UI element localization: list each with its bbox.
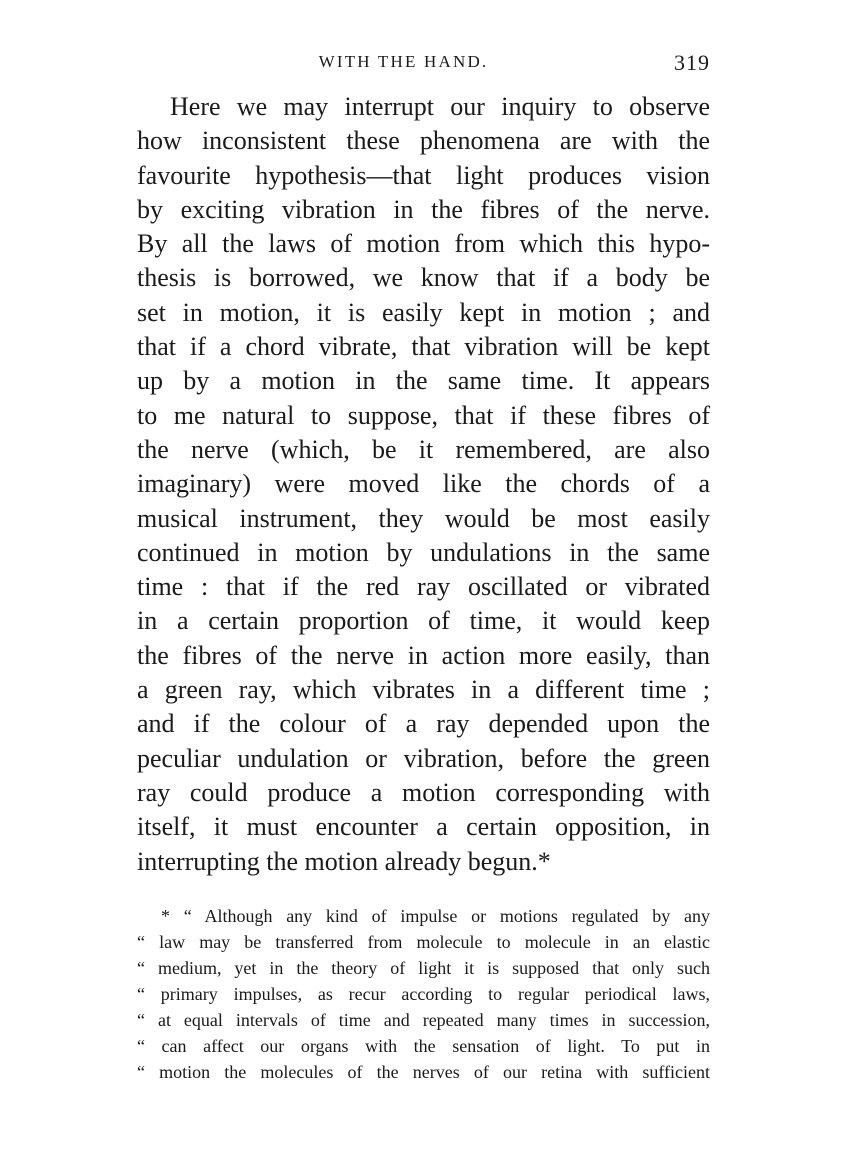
text-line: thesis is borrowed, we know that if a body be	[137, 263, 710, 293]
text-line: a green ray, which vibrates in a different time ;	[137, 675, 710, 705]
text-line: peculiar undulation or vibration, before the green	[137, 743, 710, 773]
footnote-line: “ at equal intervals of time and repeated many times in succession,	[137, 1010, 710, 1030]
body-paragraph	[137, 90, 710, 879]
text-line: the fibres of the nerve in action more easily, than	[137, 640, 710, 670]
text-line: by exciting vibration in the fibres of the nerve.	[137, 194, 710, 224]
footnote-line: “ medium, yet in the theory of light it is supposed that only such	[137, 958, 710, 978]
footnote	[137, 903, 710, 1085]
text-line: interrupting the motion already begun.*	[137, 846, 551, 876]
footnote-line: * “ Although any kind of impulse or motions regulated by any	[161, 906, 710, 926]
text-line: time : that if the red ray oscillated or vibrated	[137, 572, 710, 602]
text-line: imaginary) were moved like the chords of a	[137, 469, 710, 499]
page-number: 319	[674, 50, 710, 75]
text-line: By all the laws of motion from which this hypo-	[137, 229, 710, 259]
text-line: ray could produce a motion corresponding with	[137, 777, 710, 807]
text-line: and if the colour of a ray depended upon the	[137, 709, 710, 739]
text-line: up by a motion in the same time. It appears	[137, 366, 710, 396]
footnote-line: “ primary impulses, as recur according to regular periodical laws,	[137, 984, 710, 1004]
text-line: musical instrument, they would be most easily	[137, 503, 710, 533]
text-line: set in motion, it is easily kept in motion ; and	[137, 297, 710, 327]
text-line: in a certain proportion of time, it would keep	[137, 606, 710, 636]
text-line: the nerve (which, be it remembered, are also	[137, 434, 710, 464]
text-line: Here we may interrupt our inquiry to observe	[170, 92, 710, 121]
text-line: favourite hypothesis—that light produces vision	[137, 160, 710, 190]
footnote-line: “ can affect our organs with the sensation of light. To put in	[137, 1036, 710, 1056]
text-line: continued in motion by undulations in the same	[137, 537, 710, 567]
running-head	[137, 50, 710, 76]
footnote-line: “ motion the molecules of the nerves of our retina with sufficient	[137, 1062, 710, 1082]
footnote-line: “ law may be transferred from molecule to molecule in an elastic	[137, 932, 710, 952]
text-line: that if a chord vibrate, that vibration will be kept	[137, 332, 710, 362]
text-line: to me natural to suppose, that if these fibres of	[137, 400, 710, 430]
text-line: itself, it must encounter a certain opposition, in	[137, 812, 710, 842]
text-line: how inconsistent these phenomena are with the	[137, 126, 710, 156]
running-title: WITH THE HAND.	[318, 52, 489, 71]
